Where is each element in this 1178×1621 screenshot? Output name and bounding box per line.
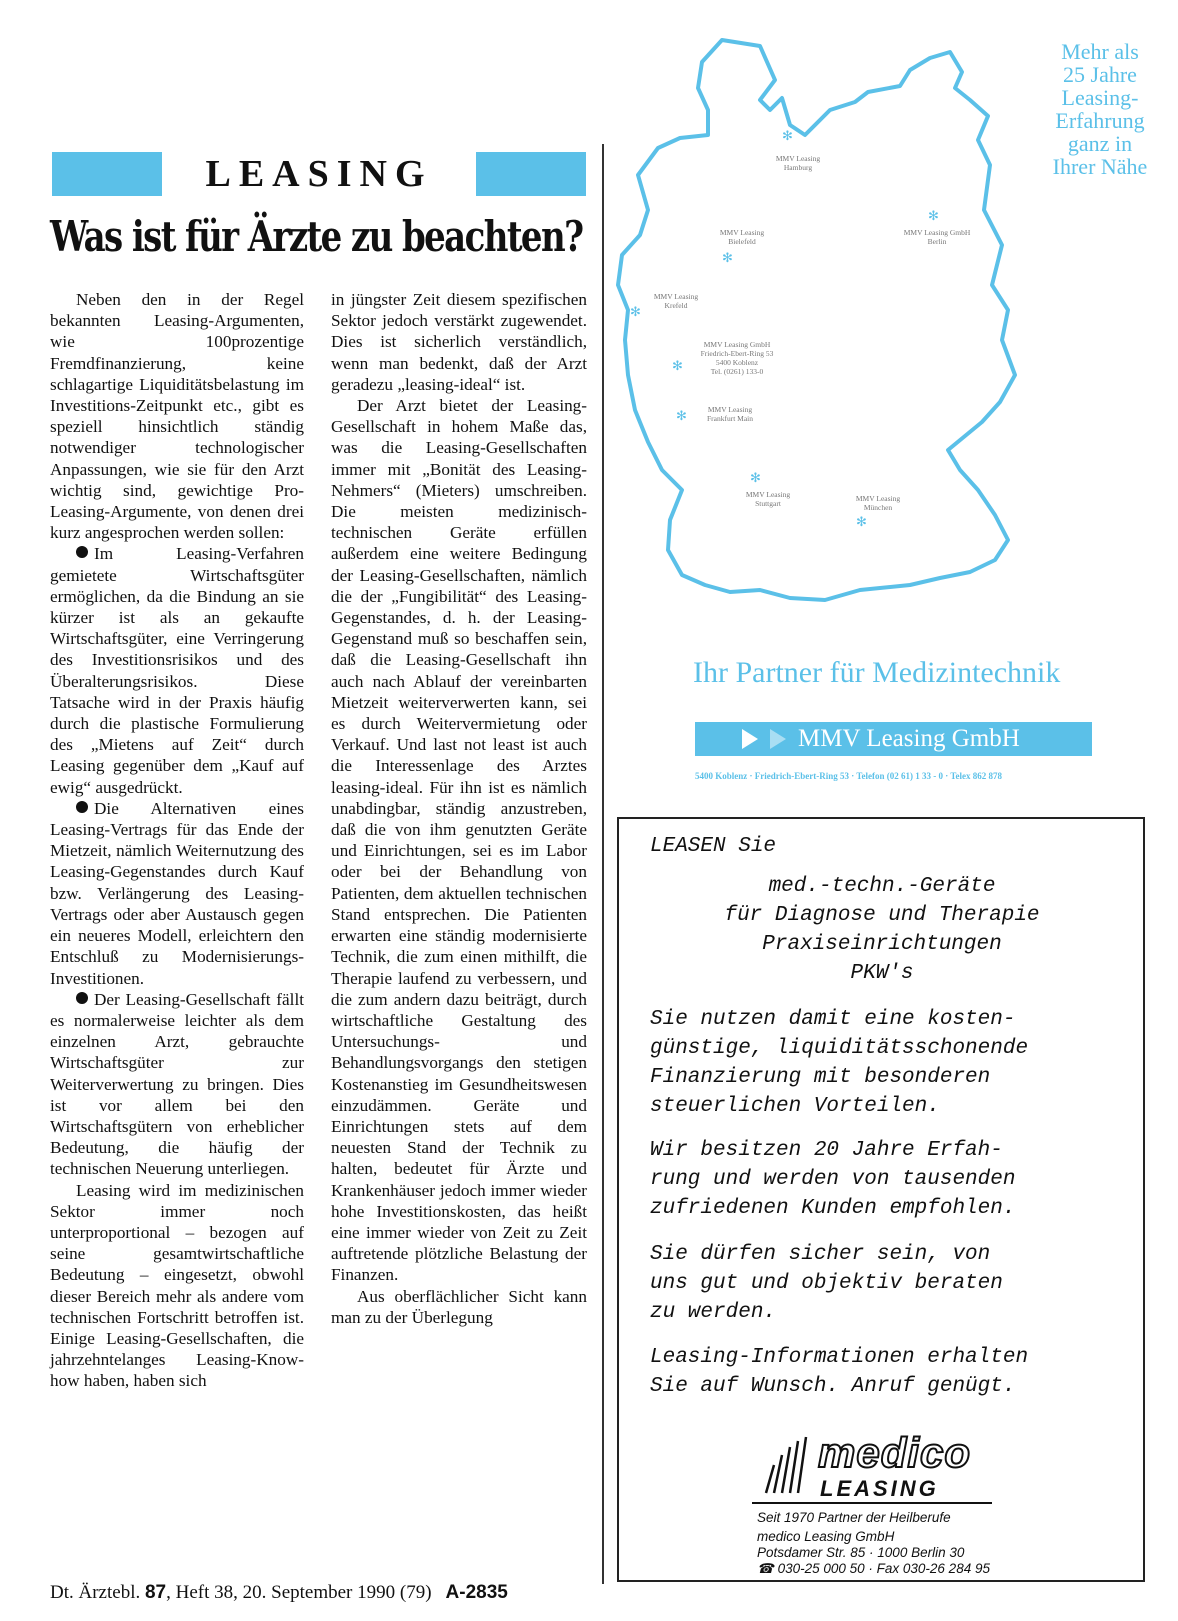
section-label: LEASING: [205, 153, 433, 195]
mmv-company-name: MMV Leasing GmbH: [798, 725, 1020, 752]
bullet-icon: [76, 801, 88, 813]
medico-company: medico Leasing GmbH: [757, 1529, 895, 1544]
paragraph: Aus oberflächlicher Sicht kann man zu der Überlegung: [331, 1286, 587, 1327]
office-frankfurt: MMV Leasing Frankfurt Main: [706, 405, 754, 423]
paragraph: in jüngster Zeit diesem spezifischen Sektor jedoch verstärkt zugewendet. Dies ist sicherlich verständlich, wenn man bedenkt, daß der Arzt geradezu „leasing-ideal“ ist.: [331, 290, 587, 394]
volume-number: 87: [144, 1582, 167, 1603]
medico-text-line: zufriedenen Kunden empfohlen.: [650, 1197, 1016, 1220]
germany-map: [610, 30, 1030, 620]
page-number: A-2835: [445, 1582, 508, 1603]
office-marker-icon: ✻: [928, 208, 939, 223]
medico-heading: LEASEN Sie: [650, 835, 777, 858]
office-berlin: MMV Leasing GmbH Berlin: [903, 228, 971, 246]
paragraph: Neben den in der Regel bekannten Leasing-Argumenten, wie 100prozentige Fremdfinanzierung, keine schlagartige Liquiditätsbelastung im Investitions-Zeitpunkt etc., gibt es speziell hinsichtlich ständig notwendiger technologischer Anpassungen, wie sie für den Arzt wichtig sind, gewichtige Pro-Leasing-Argumente, von denen drei kurz angesprochen werden sollen:: [50, 290, 304, 543]
medico-text-line: uns gut und objektiv beraten: [650, 1272, 1003, 1295]
medico-offer-item: med.-techn.-Geräte: [768, 875, 996, 898]
office-marker-icon: ✻: [750, 470, 761, 485]
office-hamburg: MMV Leasing Hamburg: [775, 154, 821, 172]
article-column-right: [331, 289, 587, 1328]
office-marker-icon: ✻: [856, 514, 867, 529]
bullet-icon: [76, 992, 88, 1004]
medico-text-line: Leasing-Informationen erhalten: [650, 1346, 1029, 1369]
play-arrow-icon: [742, 729, 758, 749]
play-arrow-icon: [770, 729, 786, 749]
medico-text-line: Wir besitzen 20 Jahre Erfah-: [650, 1139, 1003, 1162]
medico-since: Seit 1970 Partner der Heilberufe: [757, 1510, 951, 1525]
mmv-partner-line: Ihr Partner für Medizintechnik: [693, 656, 1061, 689]
mmv-address: 5400 Koblenz · Friedrich-Ebert-Ring 53 · Telefon (02 61) 1 33 - 0 · Telex 862 878: [695, 771, 1002, 781]
bullet-paragraph: Die Alternativen eines Leasing-Vertrags für das Ende der Mietzeit, nämlich Weiternutzung des Leasing-Gegenstandes durch Kauf bzw. Verlängerung des Leasing-Vertrags oder aber Austausch gegen ein neueres Modell, erleichtern den Entschluß zu Modernisierungs-Investitionen.: [50, 798, 304, 988]
column-divider: [602, 144, 604, 1584]
office-muenchen: MMV Leasing München: [855, 494, 901, 512]
article-column-left: [50, 289, 304, 1392]
medico-phone: ☎ 030-25 000 50 · Fax 030-26 284 95: [757, 1561, 990, 1576]
section-banner: [52, 152, 586, 196]
office-marker-icon: ✻: [782, 128, 793, 143]
mmv-tagline: Mehr als 25 Jahre Leasing- Erfahrung ganz in Ihrer Nähe: [1052, 39, 1148, 179]
medico-text-line: steuerlichen Vorteilen.: [650, 1095, 940, 1118]
office-marker-icon: ✻: [630, 304, 641, 319]
medico-text-line: Finanzierung mit besonderen: [650, 1066, 991, 1089]
paragraph: Der Arzt bietet der Leasing-Gesellschaft in hohem Maße das, was die Leasing-Gesellschaften immer mit „Bonität des Leasing-Nehmers“ (Mieters) umschreiben. Die meisten medizinisch-technischen Geräte erfüllen außerdem eine weitere Bedingung der Leasing-Gesellschaften, nämlich die der „Fungibilität“ des Leasing-Gegenstandes, d. h. der Leasing-Gegenstand muß so beschaffen sein, daß die Leasing-Gesellschaft ihn auch nach Ablauf der vereinbarten Mietzeit weiterverwerten kann, sei es durch Weitervermietung oder Verkauf. Und last not least ist auch die Interessenlage des Arztes leasing-ideal. Für ihn ist es nämlich unabdingbar, ständig anzustreben, daß die von ihm genutzten Geräte und Einrichtungen, sei es im Labor oder bei der Behandlung von Patienten, dem aktuellen technischen Stand entsprechen. Die Patienten erwarten eine ständig modernisierte Technik, die zum einen mithilft, die Therapie laufend zu verbessern, und die zum andern dazu beiträgt, durch wirtschaftliche Gestaltung des Untersuchungs- und Behandlungsvorgangs den stetigen Kostenanstieg im Gesundheitswesen einzudämmen. Geräte und Einrichtungen stets auf dem neuesten Stand der Technik zu halten, bedeutet für Ärzte und Krankenhäuser jedoch immer wieder hohe Investitionskosten, das heißt eine immer wieder von Zeit zu Zeit auftretende plötzliche Belastung der Finanzen.: [331, 396, 587, 1285]
medico-logo-wordmark: medico: [818, 1429, 972, 1476]
medico-logo-subword: LEASING: [820, 1476, 939, 1501]
office-marker-icon: ✻: [672, 358, 683, 373]
bullet-paragraph: Im Leasing-Verfahren gemietete Wirtschaftsgüter ermöglichen, da die Bindung an sie kürzer ist als an gekaufte Wirtschaftsgüter, eine Verringerung des Investitionsrisikos und des Überalterungsrisikos. Diese Tatsache wird in der Praxis häufig durch die plastische Formulierung des „Mietens auf Zeit“ durch Leasing gegenüber dem „Kauf auf ewig“ ausgedrückt.: [50, 544, 304, 797]
medico-text-line: rung und werden von tausenden: [650, 1168, 1016, 1191]
medico-street: Potsdamer Str. 85 · 1000 Berlin 30: [757, 1545, 965, 1560]
office-marker-icon: ✻: [676, 408, 687, 423]
medico-offer-item: Praxiseinrichtungen: [762, 933, 1002, 956]
office-bielefeld: MMV Leasing Bielefeld: [719, 228, 765, 246]
page-footer: Dt. Ärztebl. 87, Heft 38, 20. September 1990 (79) A-2835: [50, 1582, 508, 1603]
paragraph: Leasing wird im medizinischen Sektor immer noch unterproportional – bezogen auf seine gesamtwirtschaftliche Bedeutung – eingesetzt, obwohl dieser Bereich mehr als andere vom technischen Fortschritt betroffen ist. Einige Leasing-Gesellschaften, die jahrzehntelanges Leasing-Know-how haben, haben sich: [50, 1180, 304, 1391]
office-marker-icon: ✻: [722, 250, 733, 265]
medico-logo-stripes-icon: [760, 1435, 810, 1495]
office-koblenz: MMV Leasing GmbH Friedrich-Ebert-Ring 53 5400 Koblenz Tel. (0261) 133-0: [700, 340, 774, 376]
bullet-icon: [76, 546, 88, 558]
medico-logo-rule: [752, 1502, 992, 1504]
medico-text-line: zu werden.: [650, 1301, 777, 1324]
medico-text-line: Sie nutzen damit eine kosten-: [650, 1008, 1016, 1031]
medico-text-line: günstige, liquiditätsschonende: [650, 1037, 1029, 1060]
office-krefeld: MMV Leasing Krefeld: [653, 292, 699, 310]
medico-offer-item: für Diagnose und Therapie: [724, 904, 1040, 927]
office-stuttgart: MMV Leasing Stuttgart: [745, 490, 791, 508]
medico-text-line: Sie dürfen sicher sein, von: [650, 1243, 991, 1266]
medico-text-line: Sie auf Wunsch. Anruf genügt.: [650, 1375, 1016, 1398]
article-headline: Was ist für Ärzte zu beachten?: [50, 212, 583, 262]
germany-outline: [618, 40, 1015, 600]
bullet-paragraph: Der Leasing-Gesellschaft fällt es normalerweise leichter als dem einzelnen Arzt, gebrauchte Wirtschaftsgüter zur Weiterverwertung zu bringen. Dies ist vor allem bei den Wirtschaftsgütern von erheblicher Bedeutung, die häufig der technischen Neuerung unterliegen.: [50, 989, 304, 1179]
medico-offer-item: PKW's: [850, 962, 914, 985]
